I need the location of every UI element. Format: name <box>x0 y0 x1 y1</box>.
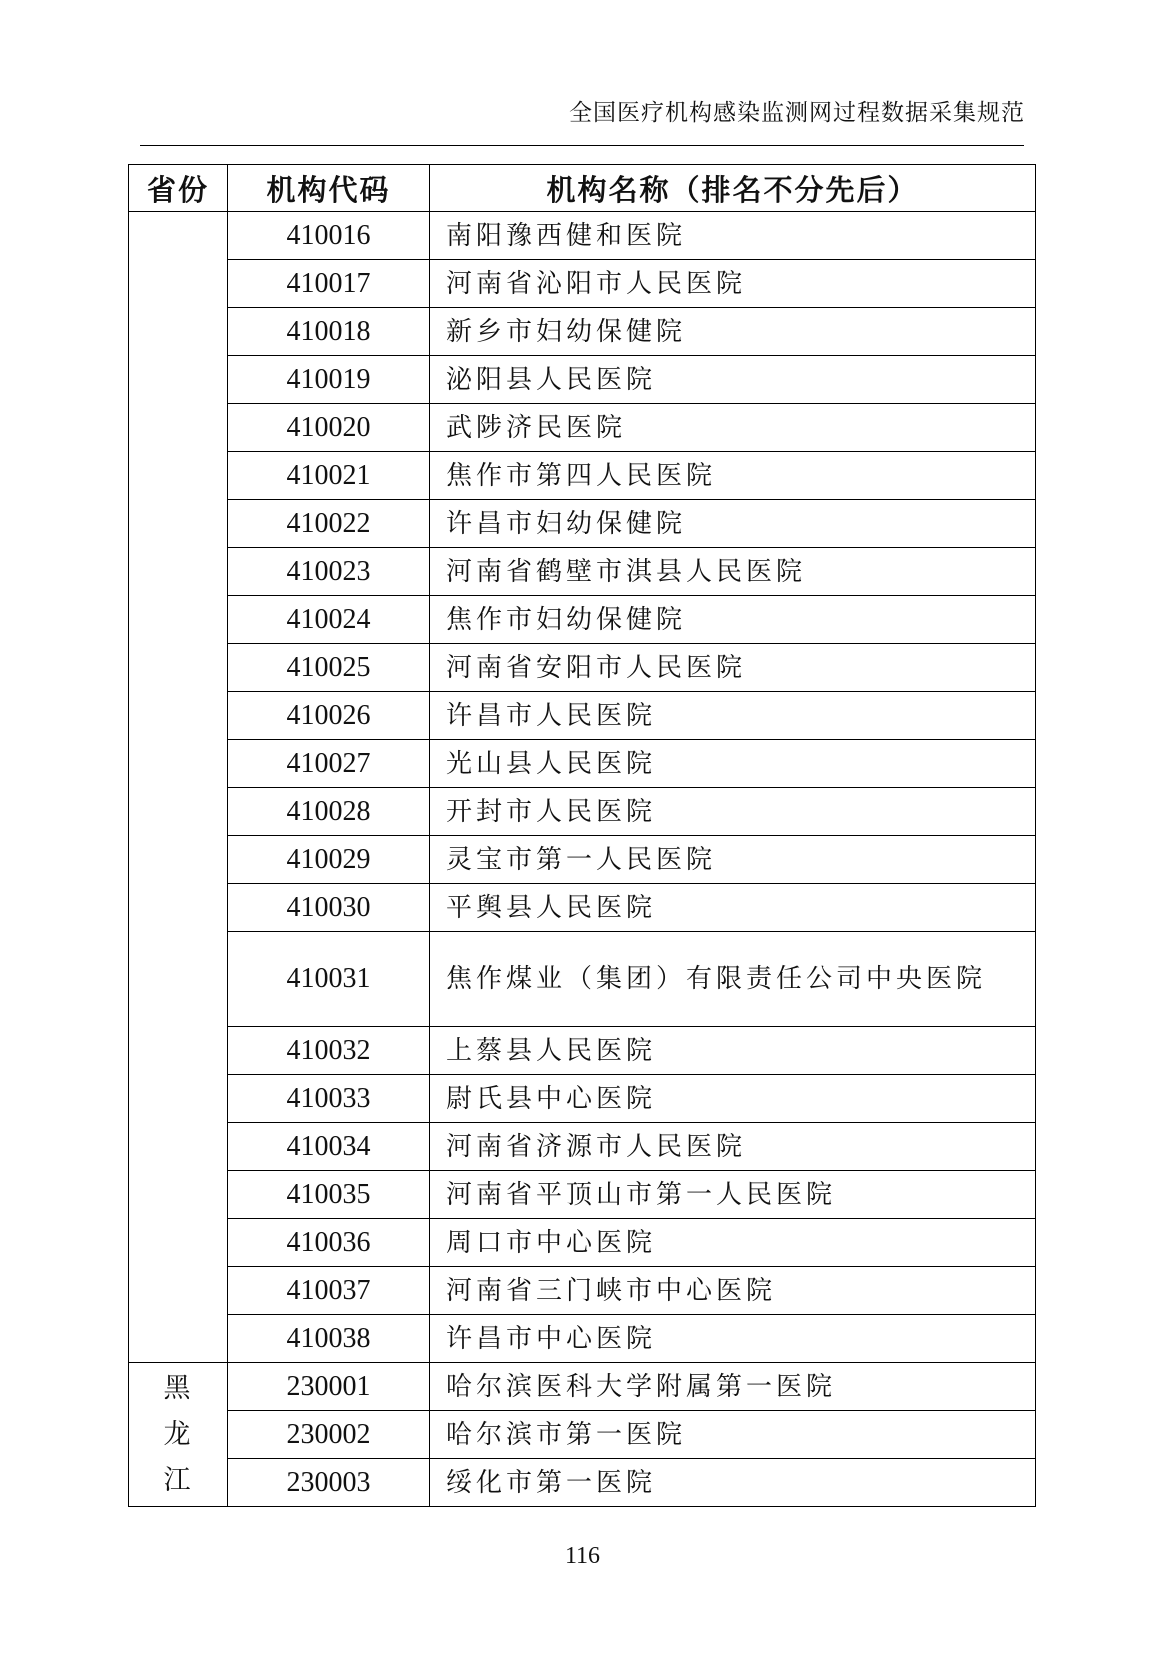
table-row <box>129 1171 1036 1219</box>
institution-name-cell: 泌阳县人民医院 <box>430 356 1036 404</box>
page-number: 116 <box>564 1543 601 1569</box>
table-row <box>129 1027 1036 1075</box>
institution-code-cell: 410034 <box>228 1123 430 1171</box>
table-row <box>129 1075 1036 1123</box>
table-row <box>129 1459 1036 1507</box>
institution-code-cell: 410024 <box>228 596 430 644</box>
institution-name-cell: 平舆县人民医院 <box>430 884 1036 932</box>
table-row <box>129 452 1036 500</box>
institution-name-cell: 哈尔滨医科大学附属第一医院 <box>430 1363 1036 1411</box>
province-cell <box>129 212 228 1363</box>
table-row <box>129 836 1036 884</box>
institution-name-cell: 河南省平顶山市第一人民医院 <box>430 1171 1036 1219</box>
table-row <box>129 308 1036 356</box>
column-header-name: 机构名称（排名不分先后） <box>430 165 1036 212</box>
column-header-province: 省份 <box>129 165 228 212</box>
institution-code-cell: 230003 <box>228 1459 430 1507</box>
institution-code-cell: 410036 <box>228 1219 430 1267</box>
table-row <box>129 884 1036 932</box>
institution-code-cell: 410018 <box>228 308 430 356</box>
column-header-code: 机构代码 <box>228 165 430 212</box>
table-row <box>129 260 1036 308</box>
institution-name-cell: 武陟济民医院 <box>430 404 1036 452</box>
institution-name-cell: 河南省安阳市人民医院 <box>430 644 1036 692</box>
table-row <box>129 548 1036 596</box>
table-row <box>129 596 1036 644</box>
institution-code-cell: 410019 <box>228 356 430 404</box>
institution-code-cell: 410025 <box>228 644 430 692</box>
institution-name-cell: 尉氏县中心医院 <box>430 1075 1036 1123</box>
institution-code-cell: 410035 <box>228 1171 430 1219</box>
table-row <box>129 1315 1036 1363</box>
table-row <box>129 1411 1036 1459</box>
institution-code-cell: 410028 <box>228 788 430 836</box>
institution-code-cell: 410023 <box>228 548 430 596</box>
table-row <box>129 1219 1036 1267</box>
institution-name-cell: 河南省鹤壁市淇县人民医院 <box>430 548 1036 596</box>
institution-name-cell: 焦作市妇幼保健院 <box>430 596 1036 644</box>
table-row <box>129 356 1036 404</box>
institution-name-cell: 光山县人民医院 <box>430 740 1036 788</box>
institution-name-cell: 河南省沁阳市人民医院 <box>430 260 1036 308</box>
institution-code-cell: 410021 <box>228 452 430 500</box>
institution-code-cell: 410027 <box>228 740 430 788</box>
institution-name-cell: 河南省三门峡市中心医院 <box>430 1267 1036 1315</box>
institution-code-cell: 410037 <box>228 1267 430 1315</box>
institution-code-cell: 410020 <box>228 404 430 452</box>
institution-name-cell: 哈尔滨市第一医院 <box>430 1411 1036 1459</box>
institution-code-cell: 410031 <box>228 932 430 1027</box>
table-row <box>129 788 1036 836</box>
institution-name-cell: 绥化市第一医院 <box>430 1459 1036 1507</box>
institution-name-cell: 新乡市妇幼保健院 <box>430 308 1036 356</box>
table-row <box>129 1267 1036 1315</box>
institution-name-cell: 开封市人民医院 <box>430 788 1036 836</box>
header-divider <box>140 145 1024 146</box>
institution-code-cell: 410017 <box>228 260 430 308</box>
institution-name-cell: 河南省济源市人民医院 <box>430 1123 1036 1171</box>
institution-code-cell: 410022 <box>228 500 430 548</box>
table-row <box>129 212 1036 260</box>
table-row <box>129 404 1036 452</box>
institution-code-cell: 410026 <box>228 692 430 740</box>
table-row <box>129 644 1036 692</box>
institution-name-cell: 上蔡县人民医院 <box>430 1027 1036 1075</box>
institution-name-cell: 焦作煤业（集团）有限责任公司中央医院 <box>430 932 1036 1027</box>
institution-code-cell: 230001 <box>228 1363 430 1411</box>
institution-code-cell: 410033 <box>228 1075 430 1123</box>
table-row <box>129 1123 1036 1171</box>
institution-code-cell: 410038 <box>228 1315 430 1363</box>
table-body <box>129 212 1036 1507</box>
institution-code-cell: 410016 <box>228 212 430 260</box>
institution-code-cell: 410030 <box>228 884 430 932</box>
institution-code-cell: 410032 <box>228 1027 430 1075</box>
table-row <box>129 740 1036 788</box>
table-header-row <box>129 165 1036 212</box>
institution-name-cell: 南阳豫西健和医院 <box>430 212 1036 260</box>
institution-name-cell: 灵宝市第一人民医院 <box>430 836 1036 884</box>
institution-name-cell: 许昌市中心医院 <box>430 1315 1036 1363</box>
institution-code-cell: 230002 <box>228 1411 430 1459</box>
running-header-title: 全国医疗机构感染监测网过程数据采集规范 <box>569 100 1025 126</box>
institution-name-cell: 许昌市妇幼保健院 <box>430 500 1036 548</box>
table-row <box>129 692 1036 740</box>
institution-name-cell: 周口市中心医院 <box>430 1219 1036 1267</box>
institution-code-cell: 410029 <box>228 836 430 884</box>
institution-name-cell: 许昌市人民医院 <box>430 692 1036 740</box>
table-row <box>129 500 1036 548</box>
table-row <box>129 932 1036 1027</box>
province-cell: 黑龙江 <box>129 1363 228 1507</box>
institution-table <box>128 164 1036 1507</box>
institution-name-cell: 焦作市第四人民医院 <box>430 452 1036 500</box>
table-row <box>129 1363 1036 1411</box>
